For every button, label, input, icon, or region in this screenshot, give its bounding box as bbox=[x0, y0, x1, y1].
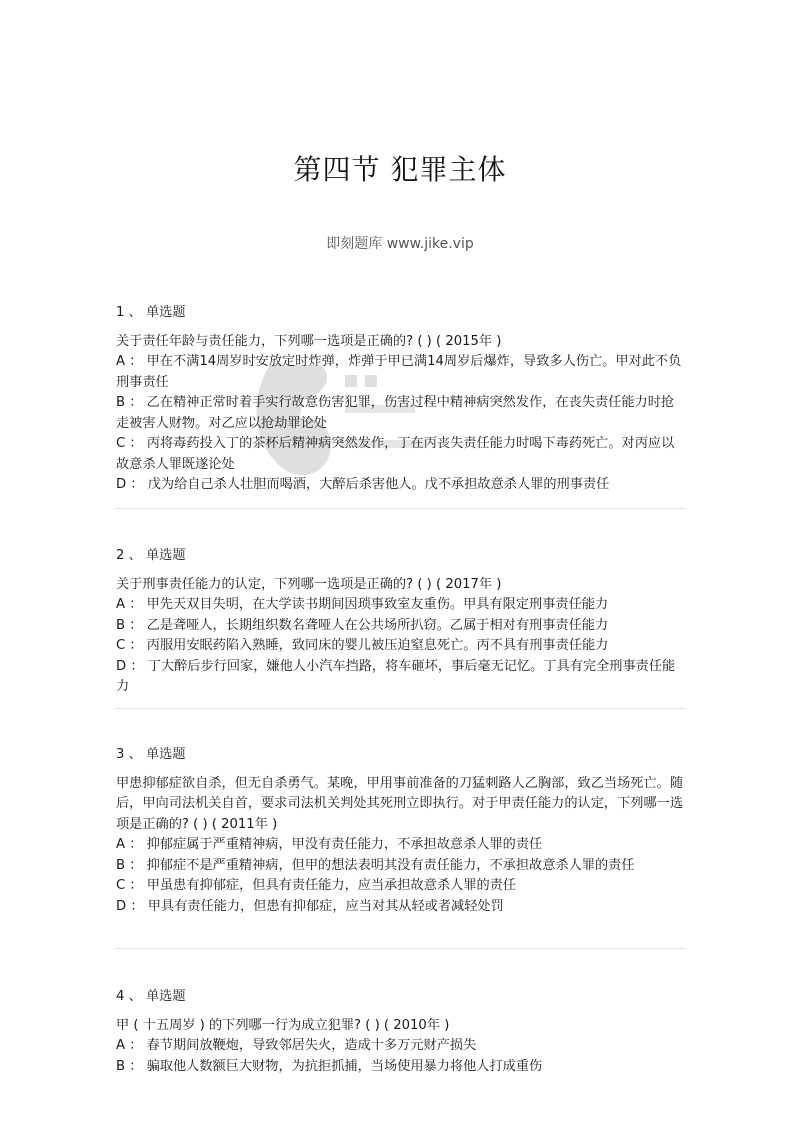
question-stem: 关于刑事责任能力的认定，下列哪一选项是正确的? ( ) ( 2017年 ) bbox=[116, 576, 502, 592]
option-d: D ： 甲具有责任能力，但患有抑郁症，应当对其从轻或者减轻处罚 bbox=[116, 898, 504, 914]
option-a: A ： 甲在不满14周岁时安放定时炸弹，炸弹于甲已满14周岁后爆炸，导致多人伤亡。甲对此不负刑事责任 bbox=[116, 354, 682, 390]
section-divider bbox=[116, 948, 686, 949]
option-a: A ： 抑郁症属于严重精神病，甲没有责任能力，不承担故意杀人罪的责任 bbox=[116, 837, 543, 852]
question-type-label: 1 、 单选题 bbox=[116, 305, 186, 320]
question-stem: 甲患抑郁症欲自杀，但无自杀勇气。某晚，甲用事前准备的刀猛刺路人乙胸部，致乙当场死亡。随后，甲向司法机关自首，要求司法机关判处其死刑立即执行。对于甲责任能力的认定，下列哪一选项是正确的? ( ) ( 2011年 ) bbox=[116, 775, 684, 832]
section-divider bbox=[116, 508, 686, 509]
option-a: A ： 甲先天双目失明，在大学读书期间因琐事致室友重伤。甲具有限定刑事责任能力 bbox=[116, 597, 609, 612]
question-type-label: 3 、 单选题 bbox=[116, 747, 186, 762]
question-type-label: 4 、 单选题 bbox=[116, 989, 186, 1004]
question-type-label: 2 、 单选题 bbox=[116, 548, 186, 563]
section-divider bbox=[116, 708, 686, 709]
option-a: A ： 春节期间放鞭炮，导致邻居失火，造成十多万元财产损失 bbox=[116, 1038, 477, 1053]
question-stem: 关于责任年龄与责任能力，下列哪一选项是正确的? ( ) ( 2015年 ) bbox=[116, 333, 502, 349]
option-d: D ： 戊为给自己杀人壮胆而喝酒，大醉后杀害他人。戊不承担故意杀人罪的刑事责任 bbox=[116, 477, 610, 492]
question-4 bbox=[116, 987, 686, 1077]
page-subtitle: 即刻题库 www.jike.vip bbox=[326, 236, 474, 252]
option-c: C ： 丙将毒药投入丁的茶杯后精神病突然发作，丁在丙丧失责任能力时喝下毒药死亡。对丙应以故意杀人罪既遂论处 bbox=[116, 436, 675, 472]
option-b: B ： 骗取他人数额巨大财物，为抗拒抓捕，当场使用暴力将他人打成重伤 bbox=[116, 1058, 543, 1074]
question-3 bbox=[116, 745, 686, 917]
option-b: B ： 乙是聋哑人，长期组织数名聋哑人在公共场所扒窃。乙属于相对有刑事责任能力 bbox=[116, 617, 609, 633]
page-title: 第四节 犯罪主体 bbox=[293, 153, 507, 186]
option-d: D ： 丁大醉后步行回家，嫌他人小汽车挡路，将车砸坏，事后毫无记忆。丁具有完全刑事责任能力 bbox=[116, 658, 676, 694]
question-stem: 甲 ( 十五周岁 ) 的下列哪一行为成立犯罪? ( ) ( 2010年 ) bbox=[116, 1017, 450, 1033]
option-b: B ： 抑郁症不是严重精神病，但甲的想法表明其没有责任能力，不承担故意杀人罪的责任 bbox=[116, 857, 635, 873]
question-2 bbox=[116, 546, 686, 698]
option-c: C ： 丙服用安眠药陷入熟睡，致同床的婴儿被压迫窒息死亡。丙不具有刑事责任能力 bbox=[116, 638, 609, 653]
option-c: C ： 甲虽患有抑郁症，但具有责任能力，应当承担故意杀人罪的责任 bbox=[116, 878, 517, 893]
option-b: B ： 乙在精神正常时着手实行故意伤害犯罪，伤害过程中精神病突然发作，在丧失责任能力时抢走被害人财物。对乙应以抢劫罪论处 bbox=[116, 395, 675, 431]
question-1 bbox=[116, 303, 686, 496]
